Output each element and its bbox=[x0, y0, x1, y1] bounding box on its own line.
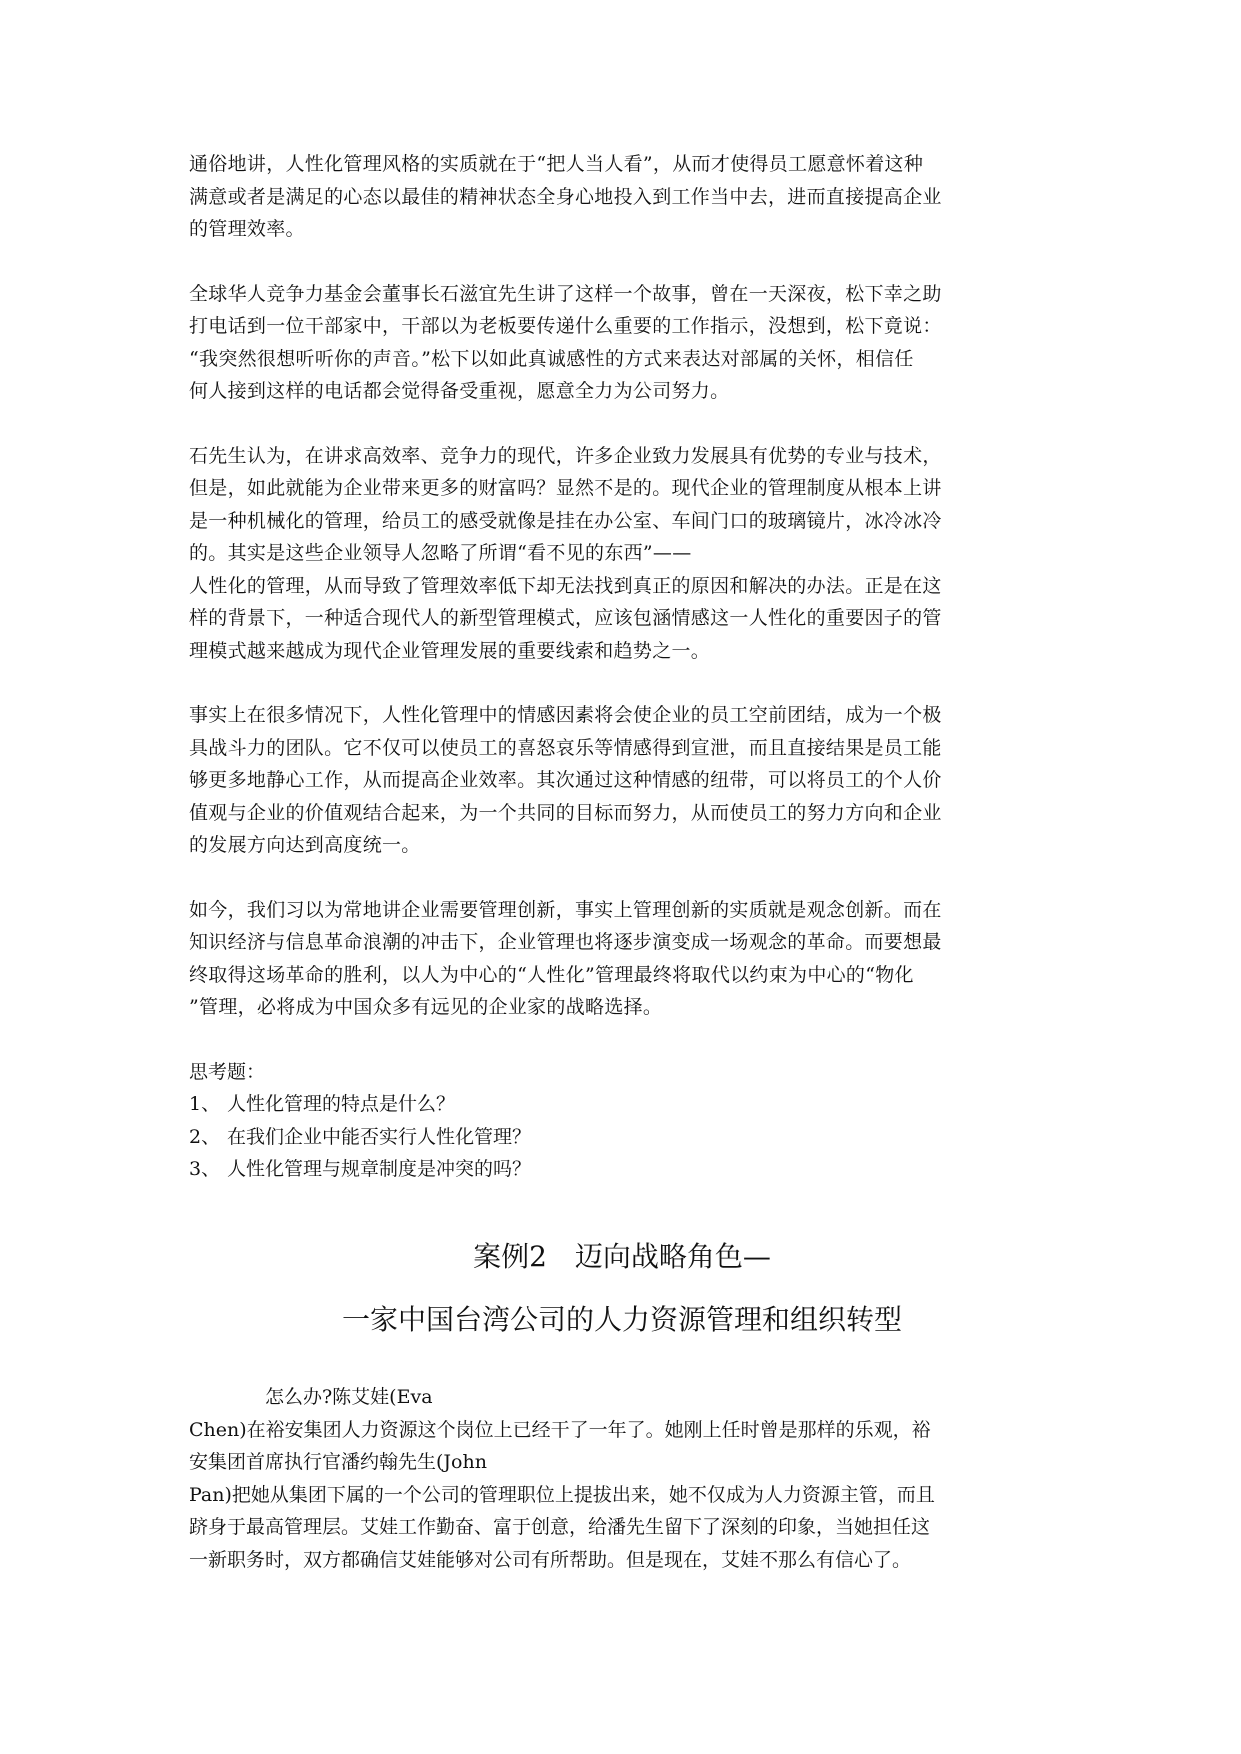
paragraph-management-innovation bbox=[189, 894, 1055, 1024]
text-line: 如今，我们习以为常地讲企业需要管理创新，事实上管理创新的实质就是观念创新。而在 bbox=[189, 898, 942, 921]
paragraph-invisible-things bbox=[189, 440, 1055, 668]
text-line: 跻身于最高管理层。艾娃工作勤奋、富于创意，给潘先生留下了深刻的印象，当她担任这 bbox=[189, 1516, 931, 1538]
question-number: 3、 bbox=[189, 1158, 221, 1180]
question-text: 人性化管理与规章制度是冲突的吗？ bbox=[227, 1158, 532, 1180]
text-line: 值观与企业的价值观结合起来，为一个共同的目标而努力，从而使员工的努力方向和企业 bbox=[189, 801, 942, 824]
text-line: 石先生认为，在讲求高效率、竞争力的现代，许多企业致力发展具有优势的专业与技术， bbox=[189, 444, 942, 467]
case-subtitle: 一家中国台湾公司的人力资源管理和组织转型 bbox=[341, 1303, 902, 1336]
text-line: 人性化的管理，从而导致了管理效率低下却无法找到真正的原因和解决的办法。正是在这 bbox=[189, 574, 942, 597]
text-line: 理模式越来越成为现代企业管理发展的重要线索和趋势之一。 bbox=[189, 639, 711, 662]
case-story-paragraph bbox=[189, 1381, 1055, 1576]
paragraph-matsushita-story bbox=[189, 278, 1055, 408]
text-line: 样的背景下，一种适合现代人的新型管理模式，应该包涵情感这一人性化的重要因子的管 bbox=[189, 607, 942, 629]
text-line: 安集团首席执行官潘约翰先生(John bbox=[189, 1451, 487, 1473]
text-line: 的。其实是这些企业领导人忽略了所谓“看不见的东西”—— bbox=[189, 542, 692, 564]
question-item bbox=[189, 1088, 1055, 1121]
text-line: 但是，如此就能为企业带来更多的财富吗？显然不是的。现代企业的管理制度从根本上讲 bbox=[189, 477, 942, 499]
text-line: “我突然很想听听你的声音。”松下以如此真诚感性的方式来表达对部属的关怀，相信任 bbox=[189, 347, 914, 370]
paragraph-emotional-factors bbox=[189, 699, 1055, 862]
text-line: 够更多地静心工作，从而提高企业效率。其次通过这种情感的纽带，可以将员工的个人价 bbox=[189, 769, 942, 791]
text-line: 打电话到一位干部家中，干部以为老板要传递什么重要的工作指示，没想到，松下竟说： bbox=[189, 315, 942, 337]
question-text: 在我们企业中能否实行人性化管理？ bbox=[227, 1125, 532, 1148]
text-line: 一新职务时，双方都确信艾娃能够对公司有所帮助。但是现在，艾娃不那么有信心了。 bbox=[189, 1548, 912, 1571]
questions-heading: 思考题： bbox=[189, 1060, 266, 1083]
text-line: 满意或者是满足的心态以最佳的精神状态全身心地投入到工作当中去，进而直接提高企业 bbox=[189, 185, 942, 208]
text-line: 知识经济与信息革命浪潮的冲击下，企业管理也将逐步演变成一场观念的革命。而要想最 bbox=[189, 931, 942, 953]
question-item bbox=[189, 1153, 1055, 1186]
text-line: 怎么办?陈艾娃(Eva bbox=[265, 1386, 433, 1408]
text-line: ”管理，必将成为中国众多有远见的企业家的战略选择。 bbox=[189, 996, 663, 1018]
text-line: Pan)把她从集团下属的一个公司的管理职位上提拔出来，她不仅成为人力资源主管，而且 bbox=[189, 1483, 935, 1506]
text-line: 的管理效率。 bbox=[189, 218, 305, 240]
question-number: 1、 bbox=[189, 1093, 221, 1115]
discussion-questions bbox=[189, 1056, 1055, 1186]
article-body bbox=[189, 148, 1055, 1186]
text-line: 是一种机械化的管理，给员工的感受就像是挂在办公室、车间门口的玻璃镜片，冰冷冰冷 bbox=[189, 509, 942, 532]
paragraph-humanized-management bbox=[189, 148, 1055, 246]
text-line: 通俗地讲，人性化管理风格的实质就在于“把人当人看”，从而才使得员工愿意怀着这种 bbox=[189, 153, 924, 175]
text-line: 的发展方向达到高度统一。 bbox=[189, 834, 421, 856]
text-line: Chen)在裕安集团人力资源这个岗位上已经干了一年了。她刚上任时曾是那样的乐观，裕 bbox=[189, 1418, 931, 1441]
case-title: 案例2 迈向战略角色— bbox=[473, 1240, 771, 1273]
text-line: 终取得这场革命的胜利，以人为中心的“人性化”管理最终将取代以约束为中心的“物化 bbox=[189, 963, 914, 986]
question-item bbox=[189, 1121, 1055, 1154]
question-number: 2、 bbox=[189, 1125, 221, 1148]
text-line: 何人接到这样的电话都会觉得备受重视，愿意全力为公司努力。 bbox=[189, 380, 730, 402]
text-line: 具战斗力的团队。它不仅可以使员工的喜怒哀乐等情感得到宣泄，而且直接结果是员工能 bbox=[189, 736, 942, 759]
text-line: 事实上在很多情况下，人性化管理中的情感因素将会使企业的员工空前团结，成为一个极 bbox=[189, 704, 942, 726]
question-text: 人性化管理的特点是什么？ bbox=[227, 1093, 456, 1115]
text-line: 全球华人竞争力基金会董事长石滋宜先生讲了这样一个故事，曾在一天深夜，松下幸之助 bbox=[189, 282, 942, 305]
